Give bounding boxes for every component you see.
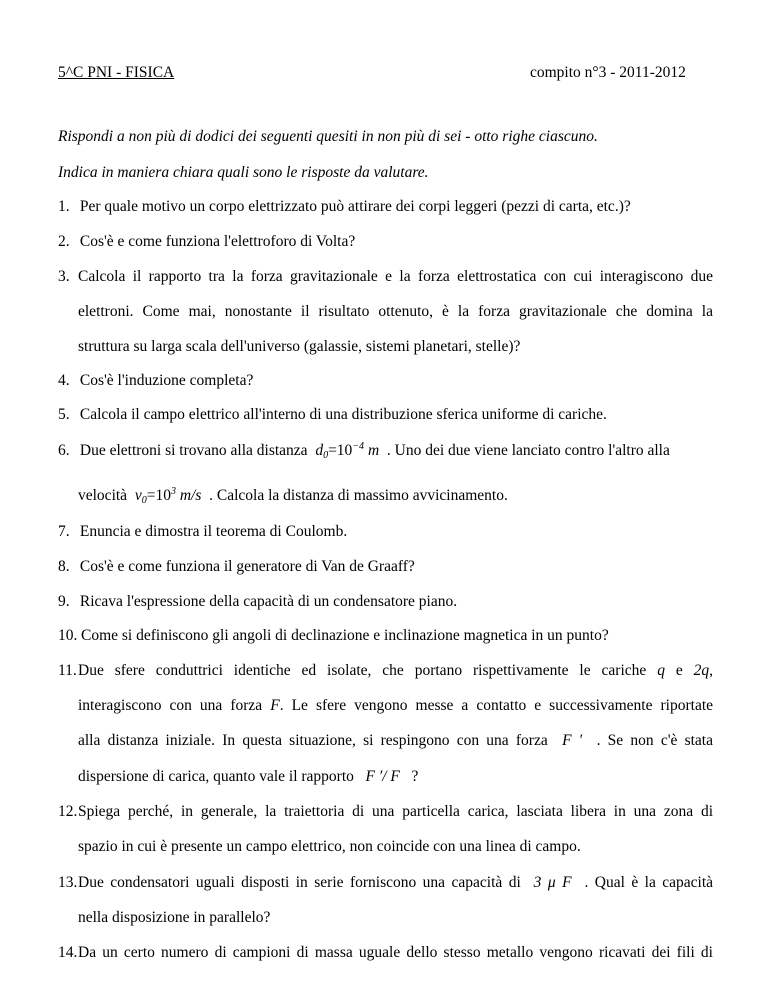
- question-11-line-1: Due sfere conduttrici identiche ed isolate, che portano rispettivamente le cariche q e 2q,: [78, 662, 714, 679]
- question-3: 3.: [58, 268, 70, 285]
- question-14-line-1: Da un certo numero di campioni di massa uguale dello stesso metallo vengono ricavati dei fili di: [78, 944, 713, 961]
- class-subject-header: 5^C PNI - FISICA: [58, 64, 175, 81]
- instructions-line-1: Rispondi a non più di dodici dei seguenti quesiti in non più di sei - otto righe ciascuno.: [58, 128, 598, 145]
- question-8: 8. Cos'è e come funziona il generatore di Van de Graaff?: [58, 558, 415, 575]
- test-number-header: compito n°3 - 2011-2012: [530, 64, 686, 81]
- velocity-formula: $v_0=10^3$ m/s: [134, 486, 202, 506]
- question-11-line-3: alla distanza iniziale. In questa situazione, si respingono con una forza F ′ . Se non c'è stata: [78, 732, 713, 749]
- question-6-line-2: velocità $v_0=10^3$ m/s . Calcola la distanza di massimo avvicinamento.: [78, 486, 508, 506]
- question-12: 12.: [58, 803, 78, 820]
- question-13-line-2: nella disposizione in parallelo?: [78, 909, 271, 926]
- question-3-line-2: elettroni. Come mai, nonostante il risultato ottenuto, è la forza gravitazionale che domina la: [78, 303, 713, 320]
- question-2: 2. Cos'è e come funziona l'elettroforo di Volta?: [58, 233, 356, 250]
- question-13-line-1: Due condensatori uguali disposti in serie forniscono una capacità di 3 μ F . Qual è la capacità: [78, 874, 714, 891]
- question-10: 10. Come si definiscono gli angoli di declinazione e inclinazione magnetica in un punto?: [58, 627, 609, 644]
- question-14: 14.: [58, 944, 78, 961]
- question-3-line-1: Calcola il rapporto tra la forza gravitazionale e la forza elettrostatica con cui interagiscono due: [78, 268, 713, 285]
- question-12-line-2: spazio in cui è presente un campo elettrico, non coincide con una linea di campo.: [78, 838, 581, 855]
- question-1: 1. Per quale motivo un corpo elettrizzato può attirare dei corpi leggeri (pezzi di carta, etc.)?: [58, 198, 631, 215]
- distance-formula: $d_0=10^{-4}$ m: [315, 441, 380, 461]
- question-6: 6. Due elettroni si trovano alla distanza $d_0=10^{-4}$ m . Uno dei due viene lanciato contro l'altro alla: [58, 441, 670, 461]
- question-5: 5. Calcola il campo elettrico all'interno di una distribuzione sferica uniforme di cariche.: [58, 406, 607, 423]
- question-3-line-3: struttura su larga scala dell'universo (galassie, sistemi planetari, stelle)?: [78, 338, 521, 355]
- instructions-line-2: Indica in maniera chiara quali sono le risposte da valutare.: [58, 164, 429, 181]
- question-11-line-2: interagiscono con una forza F. Le sfere vengono messe a contatto e successivamente riportate: [78, 697, 714, 714]
- question-11-line-4: dispersione di carica, quanto vale il rapporto F ′/ F ?: [78, 768, 419, 785]
- question-9: 9. Ricava l'espressione della capacità di un condensatore piano.: [58, 593, 458, 610]
- question-11: 11.: [58, 662, 77, 679]
- question-4: 4. Cos'è l'induzione completa?: [58, 372, 254, 389]
- question-12-line-1: Spiega perché, in generale, la traiettoria di una particella carica, lasciata libera in una zona di: [78, 803, 713, 820]
- question-7: 7. Enuncia e dimostra il teorema di Coulomb.: [58, 523, 348, 540]
- question-13: 13.: [58, 874, 78, 891]
